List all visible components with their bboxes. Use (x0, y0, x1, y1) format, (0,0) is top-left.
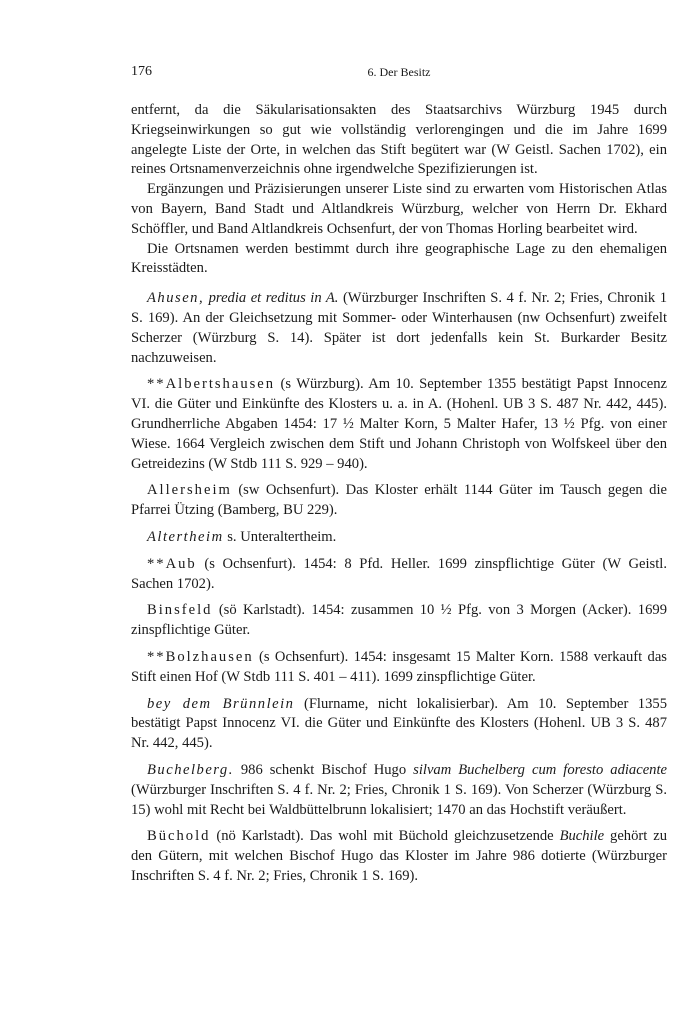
entry-text: s. Unteraltertheim. (223, 528, 337, 545)
chapter-title: 6. Der Besitz (367, 65, 431, 79)
page-body (131, 101, 667, 894)
place-name: bey dem Brünnlein (147, 695, 295, 712)
entry-aub (131, 555, 667, 595)
latin-phrase: silvam Buchelberg cum foresto adiacente (413, 761, 667, 778)
intro-paragraph: Die Ortsnamen werden bestimmt durch ihre geographische Lage zu den ehemaligen Kreisstädten. (131, 240, 667, 277)
place-name: **Albertshausen (147, 376, 276, 393)
entry-altertheim (131, 528, 667, 548)
entry-text: (Würzburger Inschriften S. 4 f. Nr. 2; Fries, Chronik 1 S. 169). Von Scherzer (Würzburg S. 15) wohl mit Recht bei Waldbüttelbrunn lokalisiert; 1470 an das Hochstift veräußert. (131, 781, 667, 818)
entry-albertshausen (131, 375, 667, 474)
entry-ahusen (131, 289, 667, 368)
intro-paragraph: Ergänzungen und Präzisierungen unserer Liste sind zu erwarten vom Historischen Atlas von Bayern, Band Stadt und Altlandkreis Würzburg, welcher von Herrn Dr. Ekhard Schöffler, und Band Altlandkreis Ochsenfurt, der von Thomas Horling bearbeitet wird. (131, 181, 667, 237)
entry-brunnlein (131, 695, 667, 754)
place-name: Ahusen, (147, 290, 205, 307)
page-number: 176 (131, 64, 152, 79)
place-name: Allersheim (147, 482, 232, 499)
entry-text: (sö Karlstadt). 1454: zusammen 10 ½ Pfg. von 3 Morgen (Acker). 1699 zinspflichtige Güter. (131, 602, 667, 639)
entry-text: 986 schenkt Bischof Hugo (233, 761, 414, 778)
entry-buchelberg (131, 761, 667, 820)
entry-text: (nö Karlstadt). Das wohl mit Büchold gleichzusetzende (210, 828, 560, 845)
intro-paragraph: entfernt, da die Säkularisationsakten des Staatsarchivs Würzburg 1945 durch Kriegseinwirkungen so gut wie vollständig verlorengingen und die im Jahre 1699 angelegte Liste der Orte, in welchen das Stift begütert war (W Geistl. Sachen 1702), ein reines Ortsnamenverzeichnis ohne irgendwelche Spezifizierungen ist. (131, 102, 667, 178)
place-name: Büchold (147, 828, 211, 845)
entry-buchold (131, 827, 667, 886)
entry-text: (s Ochsenfurt). 1454: insgesamt 15 Malter Korn. 1588 verkauft das Stift einen Hof (W Stdb 111 S. 401 – 411). 1699 zinspflichtige Güter. (131, 648, 667, 685)
entry-text: (Würzburger Inschriften S. 4 f. Nr. 2; Fries, Chronik 1 S. 169). An der Gleichsetzung mit Sommer- oder Winterhausen (nw Ochsenfurt) zweifelt Scherzer (Würzburg S. 14). Später ist dort jedenfalls kein St. Burkarder Besitz nachzuweisen. (131, 290, 667, 366)
place-name: Buchelberg. (147, 761, 234, 778)
place-name: Altertheim (147, 528, 224, 545)
place-name: Binsfeld (147, 602, 213, 619)
entry-text: (Flurname, nicht lokalisierbar). Am 10. September 1355 bestätigt Papst Innocenz VI. die Güter und Einkünfte des Klosters (Hohenl. UB 3 S. 487 Nr. 442, 445). (131, 695, 667, 752)
place-name: **Bolzhausen (147, 648, 254, 665)
latin-phrase: Buchile (559, 828, 605, 845)
entry-text: gehört zu den Gütern, mit welchen Bischof Hugo das Kloster im Jahre 986 dotierte (Würzburger Inschriften S. 4 f. Nr. 2; Fries, Chronik 1 S. 169). (131, 828, 667, 884)
entry-text: (s Würzburg). Am 10. September 1355 bestätigt Papst Innocenz VI. die Güter und Einkünfte des Klosters u. a. in A. (Hohenl. UB 3 S. 487 Nr. 442, 445). Grundherrliche Abgaben 1454: 17 ½ Malter Korn, 5 Malter Hafer, 13 ½ Pfg. von einer Wiese. 1664 Vergleich zwischen dem Stift und Johann Christoph von Wolfskeel über den Getreidezins (W Stdb 111 S. 929 – 940). (131, 376, 667, 472)
entry-text: (sw Ochsenfurt). Das Kloster erhält 1144 Güter im Tausch gegen die Pfarrei Ützing (Bamberg, BU 229). (131, 482, 667, 519)
entry-bolzhausen (131, 648, 667, 688)
entry-binsfeld (131, 601, 667, 641)
running-header (131, 64, 667, 84)
entry-text: (s Ochsenfurt). 1454: 8 Pfd. Heller. 1699 zinspflichtige Güter (W Geistl. Sachen 1702). (131, 555, 667, 592)
entry-allersheim (131, 481, 667, 521)
latin-phrase: predia et reditus in A. (204, 290, 339, 307)
place-name: **Aub (147, 555, 197, 572)
